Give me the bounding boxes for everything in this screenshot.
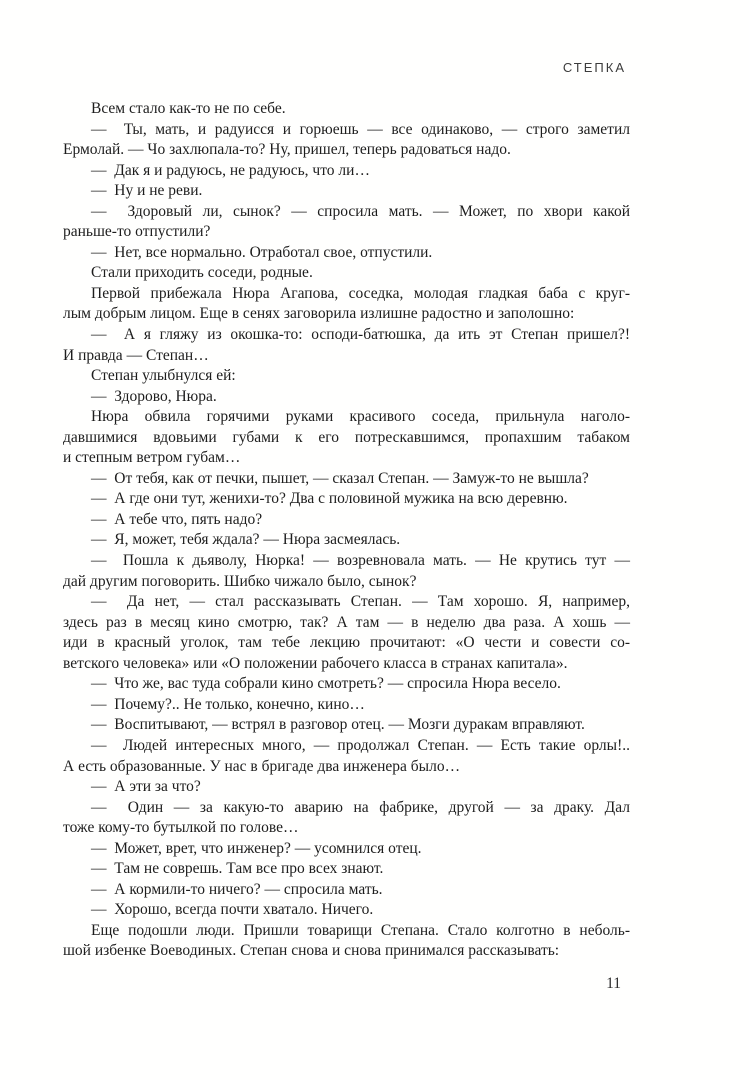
text-line: — Там не соврешь. Там все про всех знают.: [91, 860, 384, 878]
paragraph: [63, 202, 630, 243]
text-line: — Один — за какую-то аварию на фабрике, другой — за драку. Дал: [91, 798, 630, 816]
text-line: — Воспитывают, — встрял в разговор отец. — Мозги дуракам вправляют.: [91, 716, 585, 734]
text-line: — Я, может, тебя ждала? — Нюра засмеялась.: [91, 531, 401, 549]
text-line: — Что же, вас туда собрали кино смотреть? — спросила Нюра весело.: [91, 675, 561, 693]
paragraph: [63, 489, 630, 510]
paragraph: [63, 99, 630, 120]
text-line: Еще подошли люди. Пришли товарищи Степана. Стало колготно в неболь-: [91, 921, 630, 939]
paragraph: [63, 366, 630, 387]
paragraph: [63, 839, 630, 860]
paragraph: [63, 736, 630, 777]
text-line: — От тебя, как от печки, пышет, — сказал Степан. — Замуж-то не вышла?: [91, 469, 589, 487]
text-line: Первой прибежала Нюра Агапова, соседка, молодая гладкая баба с круг-: [91, 284, 630, 302]
text-line: тоже кому-то бутылкой по голове…: [63, 819, 299, 837]
text-line: и степным ветром губам…: [63, 449, 241, 467]
text-line: — Почему?.. Не только, конечно, кино…: [91, 695, 365, 713]
text-line: — Дак я и радуюсь, не радуюсь, что ли…: [91, 161, 370, 179]
paragraph: [63, 325, 630, 366]
paragraph: [63, 407, 630, 469]
text-line: шой избенке Воеводиных. Степан снова и снова принимался рассказывать:: [63, 942, 560, 960]
paragraph: [63, 777, 630, 798]
text-line: — Хорошо, всегда почти хватало. Ничего.: [91, 901, 374, 919]
paragraph: [63, 715, 630, 736]
page-number: 11: [606, 975, 621, 992]
paragraph: [63, 243, 630, 264]
paragraph: [63, 798, 630, 839]
paragraph: [63, 592, 630, 674]
text-line: — Здоровый ли, сынок? — спросила мать. — Может, по хвори какой: [91, 202, 630, 220]
paragraph: [63, 263, 630, 284]
paragraph: [63, 900, 630, 921]
paragraph: [63, 695, 630, 716]
paragraph: [63, 510, 630, 531]
text-line: раньше-то отпустили?: [63, 223, 211, 241]
text-line: — Ну и не реви.: [91, 182, 203, 200]
text-line: — Пошла к дьяволу, Нюрка! — возревновала мать. — Не крутись тут —: [91, 552, 630, 570]
text-line: — А тебе что, пять надо?: [91, 510, 263, 528]
text-line: Нюра обвила горячими руками красивого соседа, прильнула наголо-: [91, 408, 630, 426]
text-line: Степан улыбнулся ей:: [91, 367, 236, 385]
text-line: И правда — Степан…: [63, 346, 209, 364]
paragraph: [63, 120, 630, 161]
text-line: иди в красный уголок, там тебе лекцию прочитают: «О чести и совести со-: [63, 634, 630, 652]
text-line: — А где они тут, женихи-то? Два с половиной мужика на всю деревню.: [91, 490, 568, 508]
text-line: — Ты, мать, и радуисся и горюешь — все одинаково, — строго заметил: [91, 120, 630, 138]
paragraph: [63, 181, 630, 202]
paragraph: [63, 161, 630, 182]
paragraph: [63, 284, 630, 325]
paragraph: [63, 530, 630, 551]
text-line: — Может, врет, что инженер? — усомнился отец.: [91, 839, 422, 857]
paragraph: [63, 469, 630, 490]
text-line: — Да нет, — стал рассказывать Степан. — Там хорошо. Я, например,: [91, 593, 630, 611]
text-line: Всем стало как-то не по себе.: [91, 100, 286, 117]
paragraph: [63, 921, 630, 962]
text-line: — Людей интересных много, — продолжал Степан. — Есть такие орлы!..: [91, 736, 630, 754]
text-line: — А кормили-то ничего? — спросила мать.: [91, 880, 383, 898]
paragraph: [63, 551, 630, 592]
text-line: — Нет, все нормально. Отработал свое, отпустили.: [91, 243, 433, 261]
text-line: здесь раз в месяц кино смотрю, так? А там — в неделю два раза. А хошь —: [63, 613, 630, 631]
text-line: А есть образованные. У нас в бригаде два инженера было…: [63, 757, 461, 775]
paragraph: [63, 674, 630, 695]
paragraph: [63, 387, 630, 408]
text-line: лым добрым лицом. Еще в сенях заговорила излишне радостно и заполошно:: [63, 305, 575, 323]
text-line: Ермолай. — Чо захлюпала-то? Ну, пришел, теперь радоваться надо.: [63, 141, 511, 159]
text-line: — А эти за что?: [91, 778, 201, 796]
text-line: Стали приходить соседи, родные.: [91, 264, 313, 282]
text-line: — Здорово, Нюра.: [91, 387, 217, 405]
body-text: [63, 99, 630, 962]
running-header: СТЕПКА: [562, 60, 626, 75]
text-line: дай другим поговорить. Шибко чижало было, сынок?: [63, 572, 417, 590]
paragraph: [63, 859, 630, 880]
paragraph: [63, 880, 630, 901]
text-line: — А я гляжу из окошка-то: осподи-батюшка, да ить эт Степан пришел?!: [91, 326, 630, 344]
text-line: ветского человека» или «О положении рабочего класса в странах капитала».: [63, 654, 568, 672]
text-line: давшимися вдовьими губами к его потрескавшимся, пропахшим табаком: [63, 428, 630, 446]
